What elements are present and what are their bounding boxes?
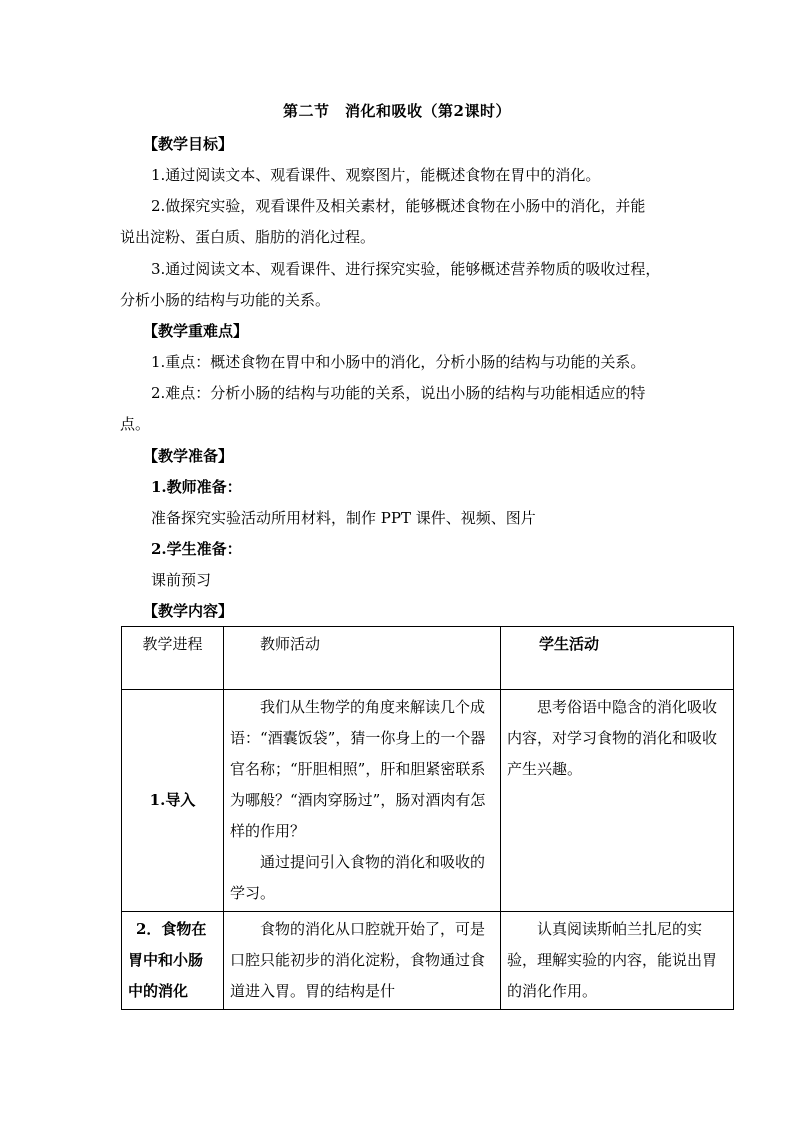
- teacher-activity-cell: [224, 690, 501, 912]
- key-point-item-2-line-1: 2.难点：分析小肠的结构与功能的关系，说出小肠的结构与功能相适应的特: [151, 384, 646, 402]
- header-stage: 教学进程: [122, 627, 224, 690]
- objective-item-3-line-1: 3.通过阅读文本、观看课件、进行探究实验，能够概述营养物质的吸收过程，: [151, 260, 661, 278]
- student-activity-cell: 认真阅读斯帕兰扎尼的实验，理解实验的内容，能说出胃的消化作用。: [501, 912, 734, 1010]
- stage-cell: 2．食物在胃中和小肠中的消化: [122, 912, 224, 1010]
- student-activity-cell: 思考俗语中隐含的消化吸收内容，对学习食物的消化和吸收产生兴趣。: [501, 690, 734, 912]
- objective-item-2-line-1: 2.做探究实验，观看课件及相关素材，能够概述食物在小肠中的消化，并能: [151, 197, 646, 215]
- key-point-item-1: 1.重点：概述食物在胃中和小肠中的消化，分析小肠的结构与功能的关系。: [151, 353, 646, 371]
- header-student-activity: 学生活动: [501, 627, 734, 690]
- teacher-preparation-heading: 1.教师准备：: [151, 478, 242, 496]
- teacher-activity-cell: [224, 912, 501, 1010]
- page-title: 第二节 消化和吸收（第2课时）: [283, 102, 511, 120]
- objective-item-3-line-2: 分析小肠的结构与功能的关系。: [120, 291, 331, 309]
- lesson-table: [121, 626, 734, 1010]
- table-header-row: [122, 627, 734, 690]
- objective-item-1: 1.通过阅读文本、观看课件、观察图片，能概述食物在胃中的消化。: [151, 166, 601, 184]
- table-row: [122, 912, 734, 1010]
- teacher-activity-paragraph: 通过提问引入食物的消化和吸收的学习。: [230, 853, 486, 902]
- teacher-preparation-text: 准备探究实验活动所用材料，制作 PPT 课件、视频、图片: [151, 509, 536, 527]
- objective-item-2-line-2: 说出淀粉、蛋白质、脂肪的消化过程。: [120, 228, 376, 246]
- teacher-activity-paragraph: 我们从生物学的角度来解读几个成语：“酒囊饭袋”，猜一你身上的一个器官名称；“肝胆相照”，肝和胆紧密联系为哪般？“酒肉穿肠过”，肠对酒肉有怎样的作用？: [230, 698, 486, 840]
- content-heading: 【教学内容】: [143, 602, 234, 620]
- student-preparation-heading: 2.学生准备：: [151, 540, 242, 558]
- table-row: [122, 690, 734, 912]
- objectives-heading: 【教学目标】: [143, 135, 234, 153]
- stage-cell: 1.导入: [122, 690, 224, 912]
- preparation-heading: 【教学准备】: [143, 447, 234, 465]
- key-point-item-2-line-2: 点。: [120, 415, 151, 433]
- student-preparation-text: 课前预习: [151, 571, 212, 589]
- teacher-activity-paragraph: 食物的消化从口腔就开始了，可是口腔只能初步的消化淀粉，食物通过食道进入胃。胃的结构是什: [230, 920, 486, 1000]
- header-teacher-activity: 教师活动: [224, 627, 501, 690]
- key-points-heading: 【教学重难点】: [143, 322, 249, 340]
